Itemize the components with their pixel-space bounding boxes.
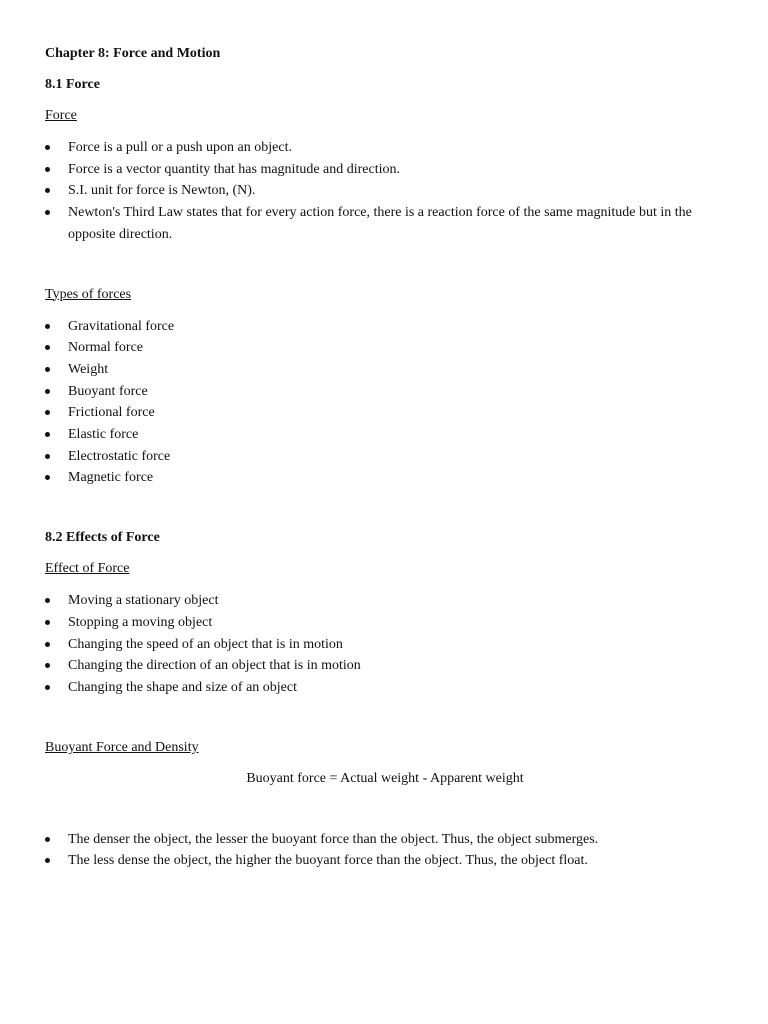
bullet-icon	[45, 210, 50, 215]
list-item	[45, 655, 725, 677]
bullet-icon	[45, 345, 50, 350]
bullet-icon	[45, 432, 50, 437]
bullet-icon	[45, 663, 50, 668]
list-item-text: Force is a pull or a push upon an object.	[68, 140, 292, 155]
buoyant-force-formula: Buoyant force = Actual weight - Apparent weight	[246, 770, 524, 786]
list-item	[45, 424, 725, 446]
bullet-icon	[45, 389, 50, 394]
list-item-text: Normal force	[68, 340, 144, 356]
list-item-text: S.I. unit for force is Newton, (N).	[68, 183, 256, 199]
list-item	[45, 612, 725, 634]
force-list	[45, 137, 725, 246]
list-item	[45, 137, 725, 159]
list-item-text: Stopping a moving object	[68, 614, 213, 630]
list-item-text: Elastic force	[68, 427, 139, 443]
list-item-text: Moving a stationary object	[68, 593, 219, 609]
subheading-effect-of-force: Effect of Force	[45, 561, 130, 577]
chapter-title: Chapter 8: Force and Motion	[45, 46, 221, 61]
effects-list	[45, 590, 725, 699]
list-item	[45, 337, 725, 359]
bullet-icon	[45, 685, 50, 690]
list-item	[45, 381, 725, 403]
list-item	[45, 634, 725, 656]
list-item	[45, 159, 725, 181]
subheading-buoyant-force-and-density: Buoyant Force and Density	[45, 739, 199, 755]
list-item-text: The denser the object, the lesser the buoyant force than the object. Thus, the object submerges.	[68, 831, 599, 847]
buoyant-list	[45, 829, 725, 872]
list-item-text: Changing the speed of an object that is in motion	[68, 636, 343, 652]
list-item-text: Magnetic force	[68, 470, 154, 486]
bullet-icon	[45, 598, 50, 603]
bullet-icon	[45, 367, 50, 372]
list-item	[45, 829, 725, 851]
bullet-icon	[45, 188, 50, 193]
bullet-icon	[45, 642, 50, 647]
document-content	[45, 44, 725, 872]
list-item-text: Frictional force	[68, 405, 155, 421]
bullet-icon	[45, 620, 50, 625]
subheading-types-of-forces: Types of forces	[45, 286, 132, 302]
list-item-text: Weight	[68, 361, 109, 377]
list-item	[45, 202, 725, 245]
bullet-icon	[45, 454, 50, 459]
list-item	[45, 446, 725, 468]
list-item	[45, 316, 725, 338]
list-item-text: Changing the shape and size of an object	[68, 679, 297, 695]
list-item-text: Changing the direction of an object that is in motion	[68, 658, 361, 674]
list-item	[45, 359, 725, 381]
list-item-text: Buoyant force	[68, 383, 148, 399]
bullet-icon	[45, 324, 50, 329]
list-item	[45, 467, 725, 489]
list-item-text: Gravitational force	[68, 318, 175, 334]
list-item-text: Newton's Third Law states that for every action force, there is a reaction force of the same magnitude but in the opposite direction.	[68, 205, 692, 242]
list-item	[45, 402, 725, 424]
section-title-8-2: 8.2 Effects of Force	[45, 530, 160, 546]
bullet-icon	[45, 837, 50, 842]
list-item	[45, 590, 725, 612]
bullet-icon	[45, 410, 50, 415]
list-item	[45, 677, 725, 699]
types-list	[45, 316, 725, 490]
bullet-icon	[45, 167, 50, 172]
subheading-force: Force	[45, 108, 77, 123]
list-item-text: Force is a vector quantity that has magnitude and direction.	[68, 161, 401, 177]
list-item	[45, 850, 725, 872]
list-item-text: Electrostatic force	[68, 448, 171, 464]
bullet-icon	[45, 145, 50, 150]
section-title-8-1: 8.1 Force	[45, 77, 100, 92]
list-item-text: The less dense the object, the higher the buoyant force than the object. Thus, the object float.	[68, 853, 588, 869]
bullet-icon	[45, 475, 50, 480]
list-item	[45, 180, 725, 202]
bullet-icon	[45, 858, 50, 863]
